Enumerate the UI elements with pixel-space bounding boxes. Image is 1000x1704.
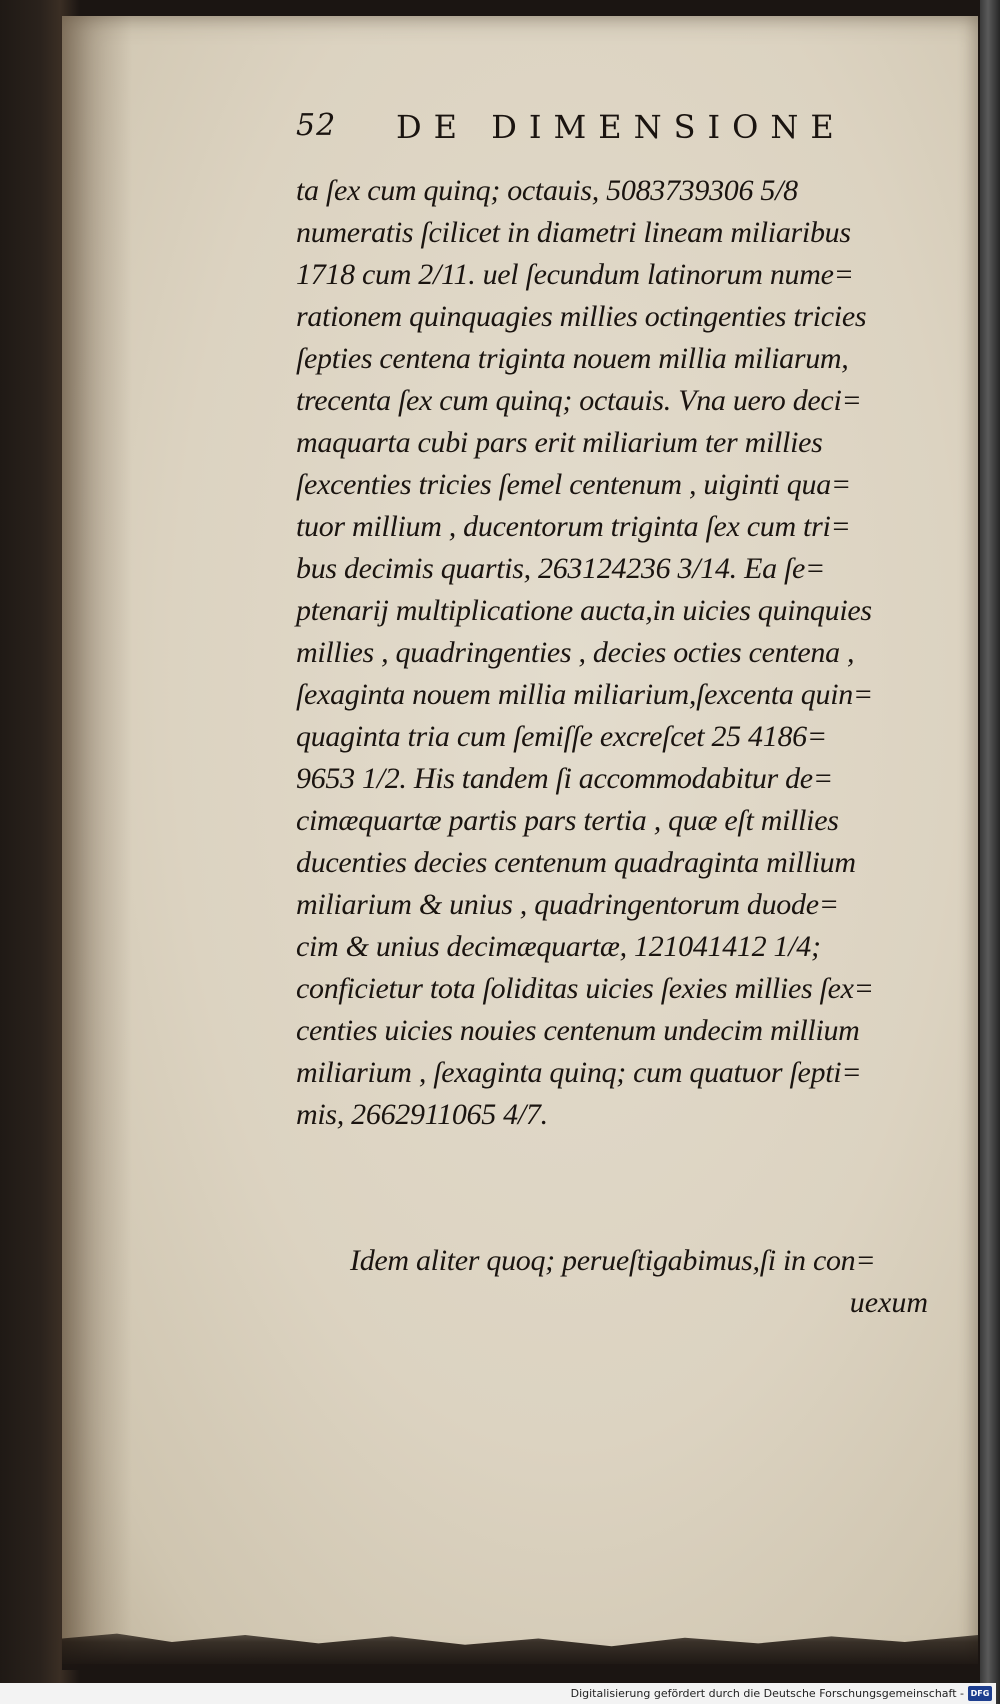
- running-title: DE DIMENSIONE: [396, 108, 846, 146]
- text-line: miliarium & unius , quadringentorum duode=: [296, 888, 839, 921]
- text-line: centies uicies nouies centenum undecim millium: [296, 1014, 860, 1047]
- dfg-logo: DFG: [968, 1686, 992, 1701]
- main-text-block: [296, 170, 946, 1136]
- text-line: bus decimis quartis, 263124236 3/14. Ea ſe=: [296, 552, 825, 585]
- text-line: conficietur tota ſoliditas uicies ſexies millies ſex=: [296, 972, 874, 1005]
- digitization-footer: [0, 1683, 996, 1704]
- text-line: trecenta ſex cum quinq; octauis. Vna uero deci=: [296, 384, 862, 417]
- text-line: miliarium , ſexaginta quinq; cum quatuor ſepti=: [296, 1056, 862, 1089]
- text-line: quaginta tria cum ſemiſſe excreſcet 25 4186=: [296, 720, 827, 753]
- text-line: ſexaginta nouem millia miliarium,ſexcenta quin=: [296, 678, 873, 711]
- text-line: 9653 1/2. His tandem ſi accommodabitur de=: [296, 762, 833, 795]
- page-number: 52: [296, 108, 337, 143]
- text-line: Idem aliter quoq; perueſtigabimus,ſi in con=: [350, 1244, 876, 1277]
- text-line: millies , quadringenties , decies octies centena ,: [296, 636, 855, 669]
- text-line: 1718 cum 2/11. uel ſecundum latinorum nume=: [296, 258, 854, 291]
- text-line: cimæquartæ partis pars tertia , quæ eſt millies: [296, 804, 839, 837]
- page-header: [296, 108, 856, 148]
- footer-credit: Digitalisierung gefördert durch die Deutsche Forschungsgemeinschaft -: [570, 1687, 964, 1700]
- text-line: ducenties decies centenum quadraginta millium: [296, 846, 856, 879]
- text-line: cim & unius decimæquartæ, 121041412 1/4;: [296, 930, 821, 963]
- text-line: ptenarij multiplicatione aucta,in uicies quinquies: [296, 594, 872, 627]
- paragraph-two: [350, 1240, 940, 1324]
- text-line: ta ſex cum quinq; octauis, 5083739306 5/8: [296, 174, 798, 207]
- text-line: rationem quinquagies millies octingenties tricies: [296, 300, 867, 333]
- catchword: uexum: [849, 1286, 928, 1319]
- text-line: mis, 2662911065 4/7.: [296, 1098, 548, 1131]
- text-line: ſepties centena triginta nouem millia miliarum,: [296, 342, 849, 375]
- text-line: tuor millium , ducentorum triginta ſex cum tri=: [296, 510, 851, 543]
- text-line: ſexcenties tricies ſemel centenum , uiginti qua=: [296, 468, 851, 501]
- text-line: maquarta cubi pars erit miliarium ter millies: [296, 426, 823, 459]
- scan-right-edge: [980, 0, 1000, 1704]
- text-line: numeratis ſcilicet in diametri lineam miliaribus: [296, 216, 851, 249]
